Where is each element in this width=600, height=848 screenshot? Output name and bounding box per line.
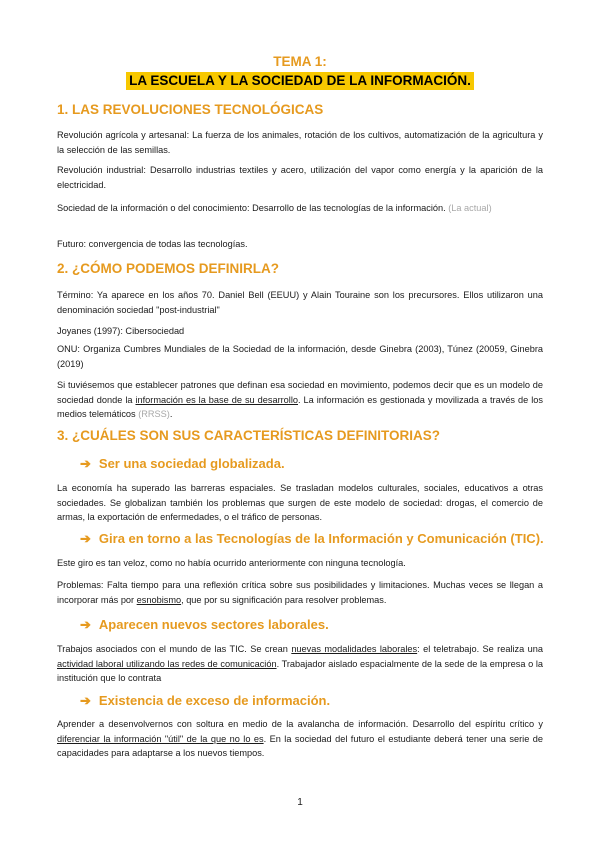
tema-label: TEMA 1:: [273, 54, 327, 69]
arrow-right-icon: ➔: [80, 456, 91, 471]
sub2-heading-text: Gira en torno a las Tecnologías de la Información y Comunicación (TIC).: [98, 531, 544, 546]
arrow-right-icon: ➔: [80, 531, 91, 546]
s1-p3-note: (La actual): [448, 203, 492, 213]
sub2-p2-a: Problemas: Falta tiempo para una reflexión crítica sobre sus posibilidades y limitaciones. Muchas veces se llegan a incorporar más por: [57, 580, 543, 605]
sub3-p1-underlined-2: actividad laboral utilizando las redes de comunicación: [57, 658, 277, 669]
s1-p3-main: Sociedad de la información o del conocimiento: Desarrollo de las tecnologías de la información.: [57, 203, 446, 213]
document-title: LA ESCUELA Y LA SOCIEDAD DE LA INFORMACIÓN.: [126, 72, 474, 90]
title-wrap: [0, 72, 600, 90]
section-2-heading: 2. ¿CÓMO PODEMOS DEFINIRLA?: [57, 261, 280, 276]
s1-paragraph-3: [57, 201, 543, 216]
arrow-right-icon: ➔: [80, 693, 91, 708]
s1-paragraph-1: Revolución agrícola y artesanal: La fuerza de los animales, rotación de los cultivos, automatización de la agricultura y la selección de las semillas.: [57, 130, 543, 155]
s1-paragraph-4: Futuro: convergencia de todas las tecnologías.: [57, 239, 248, 249]
sub2-p2-b: , que por su significación para resolver problemas.: [181, 594, 387, 605]
sub2-heading: [80, 531, 544, 547]
sub2-p2-underlined: esnobismo: [136, 594, 182, 605]
sub4-heading-text: Existencia de exceso de información.: [98, 693, 331, 708]
sub3-p1-c: . Trabajador aislado espacialmente de la sede de la empresa o la institución que lo contrata: [57, 658, 543, 683]
arrow-right-icon: ➔: [80, 617, 91, 632]
s2-p4-c: .: [169, 409, 173, 419]
sub3-p1-a: Trabajos asociados con el mundo de las TIC. Se crean: [57, 644, 292, 654]
sub2-paragraph-1: Este giro es tan veloz, como no había ocurrido anteriormente con ninguna tecnología.: [57, 558, 406, 568]
s2-paragraph-3: ONU: Organiza Cumbres Mundiales de la Sociedad de la información, desde Ginebra (2003), Túnez (20059, Ginebra (2019): [57, 344, 543, 369]
sub4-heading: [80, 693, 330, 709]
s2-paragraph-2: Joyanes (1997): Cibersociedad: [57, 326, 185, 336]
page-number: 1: [297, 797, 303, 808]
section-3-heading: 3. ¿CUÁLES SON SUS CARACTERÍSTICAS DEFINITORIAS?: [57, 428, 441, 443]
s2-paragraph-4: [57, 378, 543, 422]
sub4-paragraph: [57, 717, 543, 761]
sub4-p1-b: . En la sociedad del futuro el estudiante deberá tener una serie de capacidades para adaptarse a los nuevos tiempos.: [57, 733, 543, 758]
sub2-paragraph-2: [57, 578, 543, 607]
sub3-p1-underlined-1: nuevas modalidades laborales: [291, 644, 418, 654]
sub4-p1-underlined: diferenciar la información "útil" de la que no lo es: [57, 733, 264, 744]
s2-p4-note: (RRSS): [138, 409, 170, 419]
sub3-p1-b: : el teletrabajo. Se realiza una: [417, 644, 543, 654]
s2-p4-b: . La información es gestionada y movilizada a través de los medios telemáticos: [57, 394, 543, 419]
sub3-paragraph: [57, 642, 543, 686]
section-1-heading: 1. LAS REVOLUCIONES TECNOLÓGICAS: [57, 102, 324, 117]
s2-paragraph-1: Término: Ya aparece en los años 70. Daniel Bell (EEUU) y Alain Touraine son los precursores. Ellos utilizaron una denominación sociedad "post-industrial": [57, 290, 543, 315]
sub3-heading: [80, 617, 329, 633]
sub3-heading-text: Aparecen nuevos sectores laborales.: [98, 617, 329, 632]
sub1-heading-text: Ser una sociedad globalizada.: [98, 456, 285, 471]
s2-p4-underlined: información es la base de su desarrollo: [135, 394, 298, 405]
s2-p4-a: Si tuviésemos que establecer patrones que definan esa sociedad en movimiento, podemos decir que es un modelo de sociedad donde la: [57, 380, 543, 405]
sub1-paragraph: La economía ha superado las barreras espaciales. Se trasladan modelos culturales, sociales, educativos a otras sociedades. Se globalizan también los problemas que surgen de este modelo de sociedad: drogas, el comercio de armas, la exportación de enfermedades, o el tráfico de personas.: [57, 483, 543, 522]
s1-paragraph-2: Revolución industrial: Desarrollo industrias textiles y acero, utilización del vapor como energía y la aparición de la electricidad.: [57, 165, 543, 190]
sub1-heading: [80, 456, 285, 472]
sub4-p1-a: Aprender a desenvolvernos con soltura en medio de la avalancha de información. Desarrollo del espíritu crítico y: [57, 719, 543, 729]
